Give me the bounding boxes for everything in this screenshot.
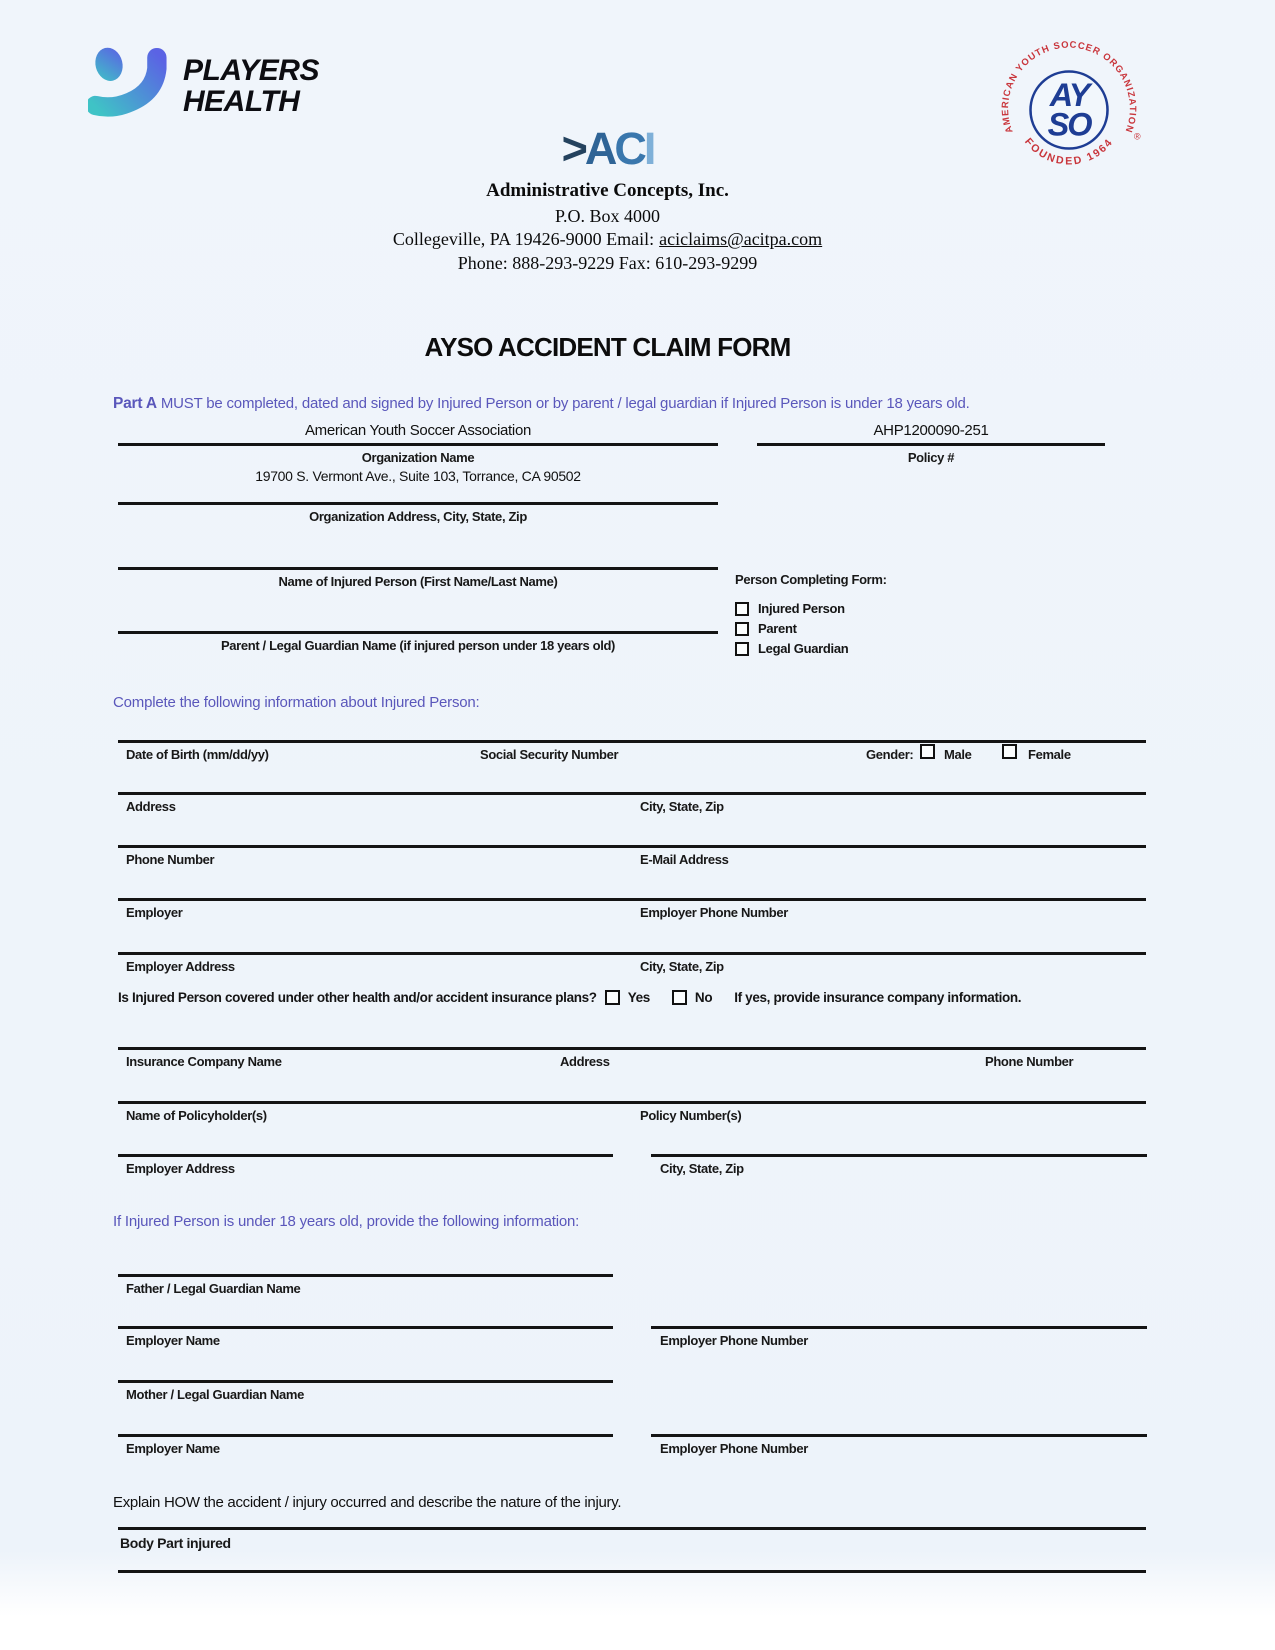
aci-address-line: Collegeville, PA 19426-9000 Email: aciclaims@acitpa.com — [392, 229, 823, 249]
ayso-center-so: SO — [1047, 106, 1091, 143]
city-state-zip-label: City, State, Zip — [640, 799, 724, 814]
employer-label: Employer — [126, 905, 183, 920]
aci-company-name: Administrative Concepts, Inc. — [486, 180, 729, 201]
employer-name-label: Employer Name — [126, 1333, 220, 1348]
father-guardian-label: Father / Legal Guardian Name — [126, 1281, 301, 1296]
insurance-company-label: Insurance Company Name — [126, 1054, 282, 1069]
field-line — [118, 845, 1146, 848]
explain-accident-text: Explain HOW the accident / injury occurred and describe the nature of the injury. — [113, 1494, 622, 1511]
injured-name-line — [118, 567, 718, 570]
guardian-name-line — [118, 631, 718, 634]
field-line — [118, 1434, 613, 1437]
health-word: HEALTH — [183, 85, 300, 118]
address-label: Address — [126, 799, 176, 814]
aci-po-box: P.O. Box 4000 — [554, 206, 661, 226]
gender-label: Gender: — [866, 747, 914, 762]
insurance-phone-label: Phone Number — [985, 1054, 1074, 1069]
insurance-question-text: Is Injured Person covered under other health and/or accident insurance plans? — [118, 990, 597, 1005]
ayso-logo — [993, 34, 1145, 186]
page-title: AYSO ACCIDENT CLAIM FORM — [424, 332, 791, 362]
checkbox-yes[interactable] — [605, 990, 620, 1005]
male-label: Male — [944, 747, 972, 762]
organization-name-label: Organization Name — [361, 450, 475, 465]
field-line — [118, 898, 1146, 901]
field-line — [118, 1274, 613, 1277]
org-name-line — [118, 443, 718, 446]
employer-phone-label: Employer Phone Number — [660, 1441, 808, 1456]
field-line — [118, 1154, 613, 1157]
ayso-center-ay: AY — [1049, 76, 1089, 113]
part-a-instruction: Part A MUST be completed, dated and signed by Injured Person or by parent / legal guardian if Injured Person is under 18 years old. — [113, 395, 970, 412]
option-injured-person: Injured Person — [735, 601, 845, 616]
insurance-address-label: Address — [560, 1054, 610, 1069]
guardian-name-label: Parent / Legal Guardian Name (if injured person under 18 years old) — [220, 638, 616, 653]
checkbox-male[interactable] — [920, 744, 935, 759]
players-word: PLAYERS — [183, 54, 319, 87]
organization-address-label: Organization Address, City, State, Zip — [309, 509, 527, 524]
policy-line — [757, 443, 1105, 446]
policy-number-value: AHP1200090-251 — [873, 422, 989, 439]
if-yes-text: If yes, provide insurance company information. — [734, 990, 1022, 1005]
employer-phone-label: Employer Phone Number — [640, 905, 788, 920]
players-health-icon — [88, 44, 172, 130]
org-address-line — [118, 502, 718, 505]
employer-name-label: Employer Name — [126, 1441, 220, 1456]
policy-numbers-label: Policy Number(s) — [640, 1108, 742, 1123]
field-line — [118, 1570, 1146, 1573]
injured-name-label: Name of Injured Person (First Name/Last Name) — [278, 574, 558, 589]
checkbox-injured-person[interactable] — [735, 602, 749, 616]
players-health-wordmark — [183, 55, 319, 117]
mother-guardian-label: Mother / Legal Guardian Name — [126, 1387, 305, 1402]
employer-address-label: Employer Address — [126, 1161, 235, 1176]
field-line — [118, 792, 1146, 795]
yes-label: Yes — [627, 990, 650, 1005]
field-line — [651, 1434, 1147, 1437]
checkbox-no[interactable] — [672, 990, 687, 1005]
aci-logo-chevron: > — [561, 123, 585, 174]
organization-address-value: 19700 S. Vermont Ave., Suite 103, Torrance, CA 90502 — [255, 468, 581, 484]
female-label: Female — [1028, 747, 1071, 762]
field-line — [118, 1047, 1146, 1050]
ayso-arc-top-text: AMERICAN YOUTH SOCCER ORGANIZATION — [999, 38, 1139, 135]
aci-logo: >ACI — [561, 123, 654, 174]
insurance-question-row — [118, 990, 1021, 1005]
aci-phone-fax: Phone: 888-293-9229 Fax: 610-293-9299 — [457, 253, 758, 273]
field-line — [651, 1326, 1147, 1329]
part-a-label: Part A — [113, 395, 157, 412]
employer-phone-label: Employer Phone Number — [660, 1333, 808, 1348]
city-state-zip-label: City, State, Zip — [640, 959, 724, 974]
checkbox-female[interactable] — [1002, 744, 1017, 759]
employer-address-label: Employer Address — [126, 959, 235, 974]
organization-name-value: American Youth Soccer Association — [304, 422, 532, 439]
policy-label: Policy # — [907, 450, 955, 465]
field-line — [118, 1380, 613, 1383]
option-legal-guardian: Legal Guardian — [735, 641, 848, 656]
no-label: No — [694, 990, 713, 1005]
field-line — [118, 952, 1146, 955]
city-state-zip-label: City, State, Zip — [660, 1161, 744, 1176]
aci-email-link[interactable]: aciclaims@acitpa.com — [659, 229, 823, 249]
ayso-registered-mark: ® — [1133, 131, 1141, 142]
dob-label: Date of Birth (mm/dd/yy) — [126, 747, 269, 762]
person-completing-label: Person Completing Form: — [735, 572, 887, 587]
checkbox-parent[interactable] — [735, 622, 749, 636]
under18-heading: If Injured Person is under 18 years old, provide the following information: — [113, 1213, 580, 1230]
policyholder-label: Name of Policyholder(s) — [126, 1108, 267, 1123]
field-line — [118, 740, 1146, 743]
body-part-label: Body Part injured — [120, 1535, 231, 1551]
field-line — [118, 1101, 1146, 1104]
ayso-arc-bottom-text: FOUNDED 1964 — [1022, 135, 1116, 168]
injured-info-heading: Complete the following information about Injured Person: — [113, 694, 480, 711]
option-parent: Parent — [735, 621, 797, 636]
field-line — [651, 1154, 1147, 1157]
field-line — [118, 1326, 613, 1329]
checkbox-legal-guardian[interactable] — [735, 642, 749, 656]
email-address-label: E-Mail Address — [640, 852, 729, 867]
ssn-label: Social Security Number — [480, 747, 619, 762]
field-line — [118, 1527, 1146, 1530]
phone-number-label: Phone Number — [126, 852, 215, 867]
